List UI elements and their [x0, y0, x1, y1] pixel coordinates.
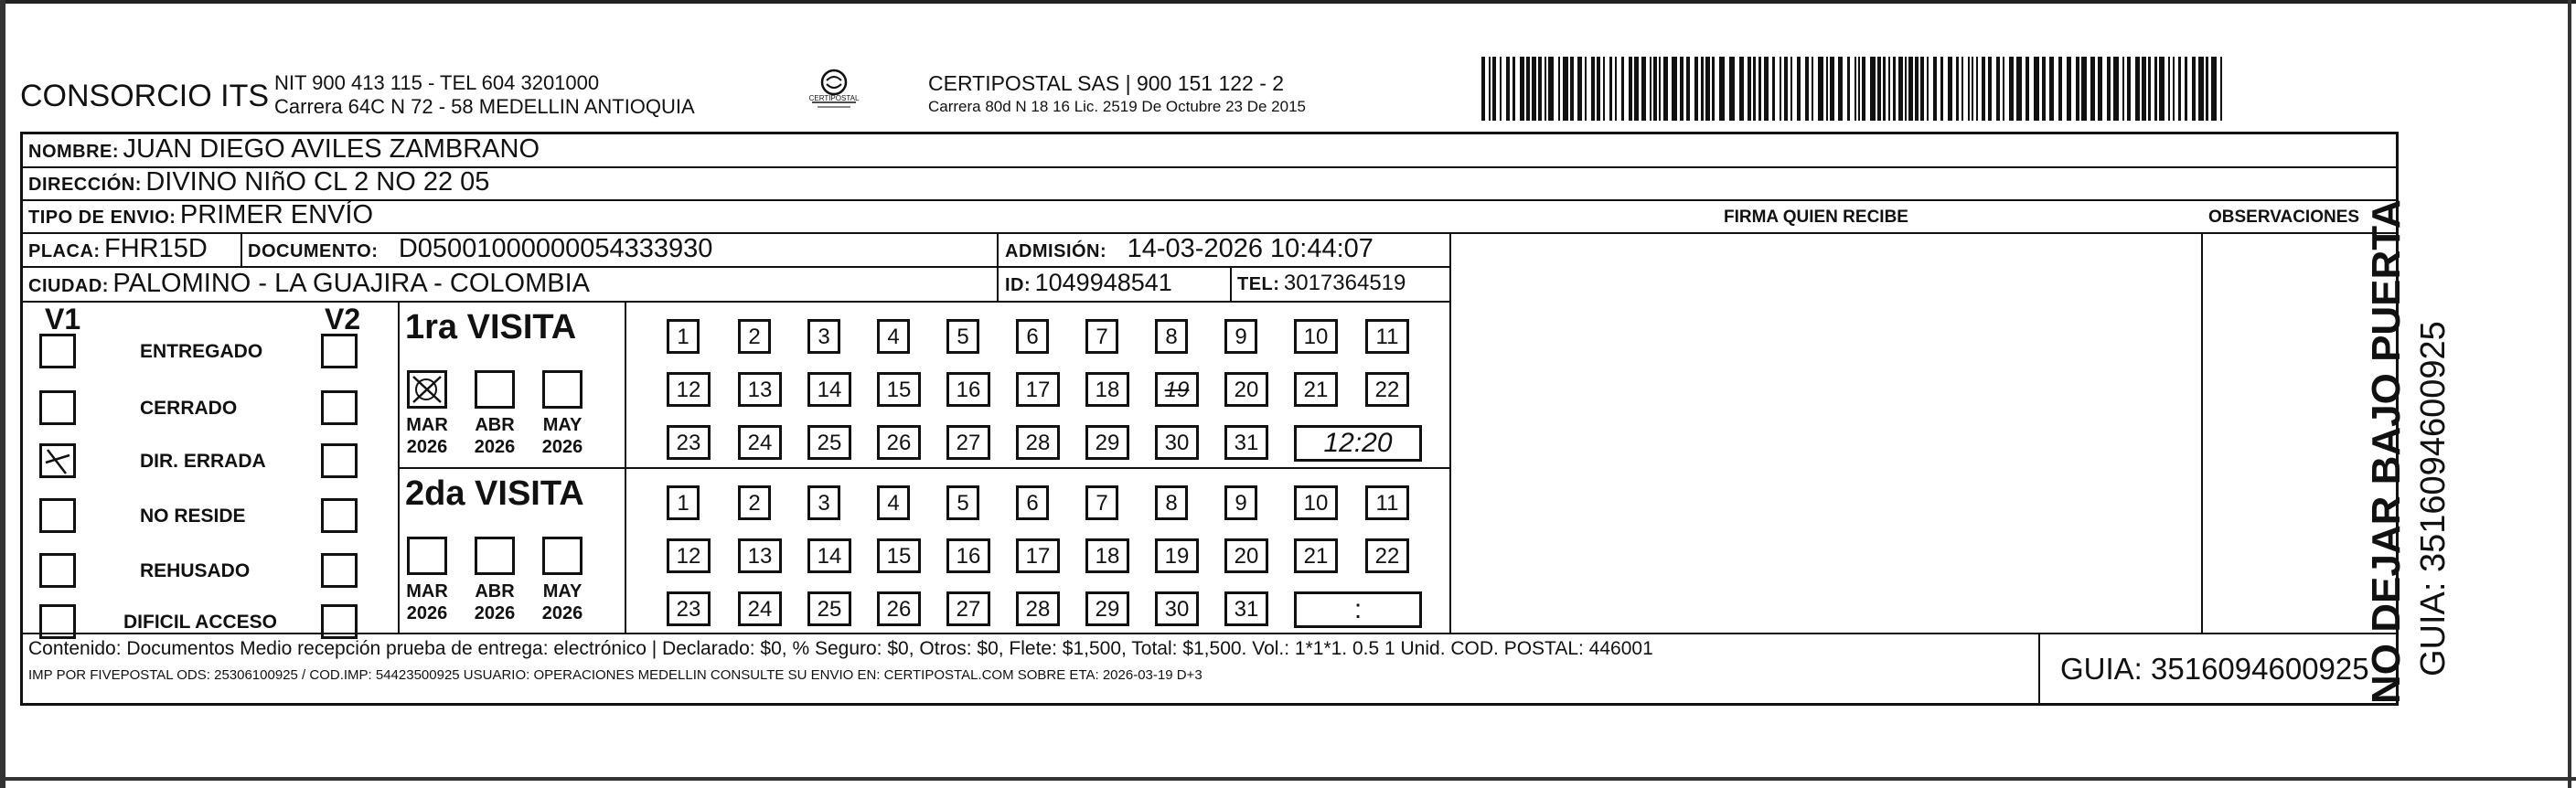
frame-bottom-border: [0, 777, 2576, 781]
month-label: ABR 2026: [474, 415, 516, 457]
day-box[interactable]: 19: [1155, 372, 1199, 407]
month-checkbox[interactable]: [407, 370, 447, 409]
row-divider: [23, 266, 1451, 268]
documento-value: D05001000000054333930: [398, 234, 713, 263]
tipo-row: [28, 200, 373, 230]
month-checkbox[interactable]: [407, 537, 447, 575]
row-divider: [23, 301, 1451, 303]
day-box[interactable]: 13: [738, 538, 782, 573]
tel-value: 3017364519: [1283, 271, 1406, 295]
day-box[interactable]: 14: [807, 538, 851, 573]
visit-title: 2da VISITA: [405, 474, 584, 513]
month-label: MAY 2026: [541, 415, 583, 457]
month-label: MAR 2026: [406, 581, 448, 623]
month-checkbox[interactable]: [475, 537, 515, 575]
month-checkbox[interactable]: [475, 370, 515, 409]
day-box[interactable]: 24: [738, 425, 782, 460]
day-box[interactable]: 3: [807, 485, 840, 520]
v1-checkbox[interactable]: [39, 553, 76, 588]
month-label: MAY 2026: [541, 581, 583, 623]
ciudad-value: PALOMINO - LA GUAJIRA - COLOMBIA: [112, 269, 590, 298]
direccion-row: [28, 167, 489, 197]
day-box[interactable]: 2: [738, 319, 771, 354]
day-box[interactable]: 6: [1016, 485, 1049, 520]
nombre-label: NOMBRE:: [28, 142, 120, 162]
direccion-value: DIVINO NIñO CL 2 NO 22 05: [145, 167, 490, 197]
day-box[interactable]: 16: [946, 372, 990, 407]
day-box[interactable]: 2: [738, 485, 771, 520]
logo-text: CERTIPOSTAL: [808, 94, 860, 102]
documento-cell: [248, 234, 712, 264]
day-box[interactable]: 27: [946, 591, 990, 626]
day-box[interactable]: 10: [1294, 319, 1338, 354]
row-divider: [23, 199, 2396, 201]
day-box[interactable]: 22: [1365, 372, 1409, 407]
footer-print-info: IMP POR FIVEPOSTAL ODS: 25306100925 / COD.IMP: 54423500925 USUARIO: OPERACIONES MEDELLIN CONSULTE SU ENVIO EN: CERTIPOSTAL.COM SOBRE ETA: 2026-03-19 D+3: [28, 667, 1202, 683]
month-checkbox[interactable]: [542, 370, 583, 409]
day-box[interactable]: 8: [1155, 485, 1188, 520]
ciudad-label: CIUDAD:: [28, 276, 109, 296]
day-box[interactable]: 17: [1016, 538, 1060, 573]
v1-checkbox[interactable]: [39, 334, 76, 368]
time-field[interactable]: 12:20: [1294, 425, 1422, 462]
day-box[interactable]: 7: [1085, 485, 1118, 520]
status-label: REHUSADO: [140, 560, 251, 581]
admision-value: 14-03-2026 10:44:07: [1127, 234, 1374, 263]
v1-checkbox[interactable]: [39, 498, 76, 533]
col-divider: [2201, 232, 2203, 633]
footer-content: Contenido: Documentos Medio recepción prueba de entrega: electrónico | Declarado: $0, % Seguro: $0, Otros: $0, Flete: $1,500, Total: $1,500. Vol.: 1*1*1. 0.5 1 Unid. COD. POSTAL: 446001: [28, 638, 1653, 659]
day-box[interactable]: 22: [1365, 538, 1409, 573]
day-box[interactable]: 26: [877, 591, 921, 626]
day-box[interactable]: 3: [807, 319, 840, 354]
day-box[interactable]: 30: [1155, 591, 1199, 626]
status-label: DIFICIL ACCESO: [123, 612, 278, 633]
frame-right-border: [2568, 0, 2571, 788]
v2-checkbox[interactable]: [321, 334, 358, 368]
visit-divider: [398, 467, 1449, 469]
id-label: ID:: [1005, 275, 1031, 295]
day-box[interactable]: 20: [1224, 538, 1268, 573]
day-box[interactable]: 12: [667, 538, 711, 573]
day-box[interactable]: 4: [877, 319, 910, 354]
day-box[interactable]: 15: [877, 372, 921, 407]
footer-guia: GUIA: 3516094600925: [2060, 652, 2369, 686]
day-box[interactable]: 11: [1365, 485, 1409, 520]
direccion-label: DIRECCIÓN:: [28, 175, 142, 195]
day-box[interactable]: 25: [807, 425, 851, 460]
day-box[interactable]: 7: [1085, 319, 1118, 354]
courier-info: [928, 71, 1306, 119]
v2-header: V2: [325, 303, 361, 335]
col-divider: [2038, 633, 2040, 706]
day-box[interactable]: 9: [1224, 485, 1257, 520]
status-label: DIR. ERRADA: [140, 451, 266, 472]
v1-checkbox[interactable]: [39, 443, 76, 478]
day-box[interactable]: 16: [946, 538, 990, 573]
tel-label: TEL:: [1237, 274, 1280, 294]
day-box[interactable]: 19: [1155, 538, 1199, 573]
v2-checkbox[interactable]: [321, 604, 358, 639]
documento-label: DOCUMENTO:: [248, 241, 379, 261]
nit-line: NIT 900 413 115 - TEL 604 3201000: [274, 71, 600, 94]
id-value: 1049948541: [1034, 269, 1172, 296]
placa-label: PLACA:: [28, 241, 101, 261]
day-box[interactable]: 12: [667, 372, 711, 407]
certipostal-logo: [807, 68, 861, 112]
status-label: ENTREGADO: [140, 341, 263, 362]
day-box[interactable]: 24: [738, 591, 782, 626]
day-box[interactable]: 23: [667, 425, 711, 460]
day-box[interactable]: 11: [1365, 319, 1409, 354]
day-box[interactable]: 14: [807, 372, 851, 407]
day-box[interactable]: 27: [946, 425, 990, 460]
day-box[interactable]: 29: [1085, 591, 1129, 626]
col-divider: [240, 232, 242, 266]
day-box[interactable]: 1: [667, 319, 700, 354]
tipo-label: TIPO DE ENVIO:: [28, 208, 176, 228]
day-box[interactable]: 29: [1085, 425, 1129, 460]
frame-left-border: [0, 0, 5, 788]
visit-title: 1ra VISITA: [405, 308, 577, 346]
status-label: CERRADO: [140, 398, 238, 419]
v2-checkbox[interactable]: [321, 553, 358, 588]
v2-checkbox[interactable]: [321, 498, 358, 533]
nombre-row: [28, 134, 540, 165]
day-box[interactable]: 1: [667, 485, 700, 520]
day-box[interactable]: 30: [1155, 425, 1199, 460]
firma-header: FIRMA QUIEN RECIBE: [1724, 208, 1908, 227]
company-info: [274, 71, 695, 119]
day-box[interactable]: 21: [1294, 538, 1338, 573]
col-divider: [1449, 232, 1451, 633]
day-box[interactable]: 5: [946, 485, 979, 520]
admision-cell: [1005, 234, 1374, 264]
side-notice: NO DEJAR BAJO PUERTA: [2364, 199, 2409, 704]
placa-cell: [28, 234, 208, 264]
day-box[interactable]: 15: [877, 538, 921, 573]
day-box[interactable]: 21: [1294, 372, 1338, 407]
day-box[interactable]: 28: [1016, 425, 1060, 460]
placa-value: FHR15D: [104, 234, 208, 263]
v1-checkbox[interactable]: [39, 604, 76, 639]
frame-top-border: [0, 0, 2576, 4]
tipo-value: PRIMER ENVÍO: [179, 200, 374, 229]
day-box[interactable]: 31: [1224, 591, 1268, 626]
delivery-form: [20, 132, 2399, 706]
v2-checkbox[interactable]: [321, 443, 358, 478]
day-box[interactable]: 18: [1085, 538, 1129, 573]
company-name: CONSORCIO ITS: [20, 79, 270, 113]
day-box[interactable]: 26: [877, 425, 921, 460]
day-box[interactable]: 31: [1224, 425, 1268, 460]
nombre-value: JUAN DIEGO AVILES ZAMBRANO: [123, 134, 540, 164]
admision-label: ADMISIÓN:: [1005, 241, 1107, 261]
v1-checkbox[interactable]: [39, 390, 76, 425]
day-box[interactable]: 5: [946, 319, 979, 354]
col-divider: [997, 266, 999, 301]
day-box[interactable]: 4: [877, 485, 910, 520]
courier-line1: CERTIPOSTAL SAS | 900 151 122 - 2: [928, 71, 1285, 95]
day-box[interactable]: 6: [1016, 319, 1049, 354]
address-line: Carrera 64C N 72 - 58 MEDELLIN ANTIOQUIA: [274, 95, 695, 118]
ciudad-cell: [28, 269, 590, 299]
day-box[interactable]: 9: [1224, 319, 1257, 354]
courier-line2: Carrera 80d N 18 16 Lic. 2519 De Octubre 23 De 2015: [928, 98, 1306, 115]
barcode: [1481, 57, 2226, 121]
day-box[interactable]: 17: [1016, 372, 1060, 407]
v1-header: V1: [45, 303, 81, 335]
status-label: NO RESIDE: [140, 506, 246, 527]
day-box[interactable]: 13: [738, 372, 782, 407]
month-label: MAR 2026: [406, 415, 448, 457]
side-guia: GUIA: 3516094600925: [2414, 321, 2453, 676]
col-divider: [997, 232, 999, 266]
day-box[interactable]: 18: [1085, 372, 1129, 407]
day-box[interactable]: 23: [667, 591, 711, 626]
id-cell: [1005, 269, 1172, 297]
day-box[interactable]: 8: [1155, 319, 1188, 354]
day-box[interactable]: 10: [1294, 485, 1338, 520]
time-field[interactable]: :: [1294, 591, 1422, 628]
month-label: ABR 2026: [474, 581, 516, 623]
tel-cell: [1237, 271, 1406, 296]
v2-checkbox[interactable]: [321, 390, 358, 425]
day-box[interactable]: 28: [1016, 591, 1060, 626]
observaciones-header: OBSERVACIONES: [2208, 208, 2360, 227]
day-box[interactable]: 25: [807, 591, 851, 626]
col-divider: [1230, 266, 1232, 301]
day-box[interactable]: 20: [1224, 372, 1268, 407]
month-checkbox[interactable]: [542, 537, 583, 575]
